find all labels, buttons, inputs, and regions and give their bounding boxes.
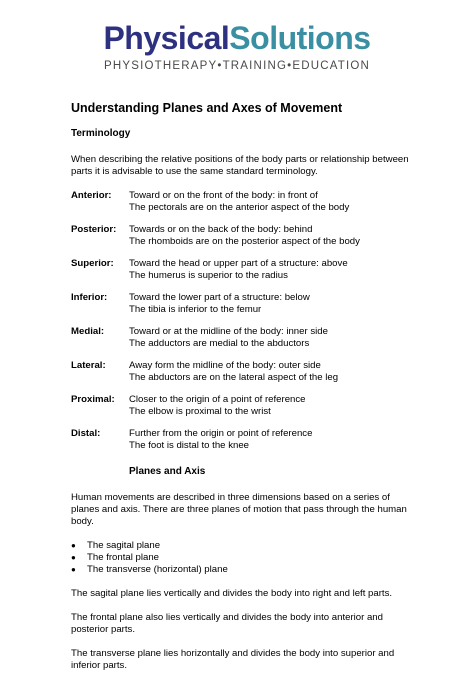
term-definition: Toward or at the midline of the body: inner side bbox=[129, 326, 328, 337]
term-name: Inferior: bbox=[71, 292, 108, 303]
term-example: The tibia is inferior to the femur bbox=[129, 304, 262, 315]
term-definition: Toward or on the front of the body: in front of bbox=[129, 190, 318, 201]
term-body bbox=[129, 292, 411, 316]
list-item-text: The frontal plane bbox=[87, 552, 159, 563]
list-item bbox=[71, 564, 411, 576]
term-row bbox=[71, 292, 411, 316]
logo-brand-part2: Solutions bbox=[229, 20, 371, 56]
term-body bbox=[129, 326, 411, 350]
term-body bbox=[129, 258, 411, 282]
planes-list bbox=[71, 540, 411, 576]
term-body bbox=[129, 394, 411, 418]
term-definition: Closer to the origin of a point of reference bbox=[129, 394, 306, 405]
logo-wordmark bbox=[0, 20, 474, 56]
term-body bbox=[129, 428, 411, 452]
list-item-text: The transverse (horizontal) plane bbox=[87, 564, 228, 575]
term-definition: Further from the origin or point of reference bbox=[129, 428, 313, 439]
frontal-description: The frontal plane also lies vertically and divides the body into anterior and posterior parts. bbox=[71, 612, 383, 635]
term-example: The elbow is proximal to the wrist bbox=[129, 406, 271, 417]
term-name: Proximal: bbox=[71, 394, 115, 405]
term-name: Medial: bbox=[71, 326, 105, 337]
term-example: The adductors are medial to the abductors bbox=[129, 338, 310, 349]
term-row bbox=[71, 258, 411, 282]
bullet-icon: ● bbox=[71, 553, 76, 562]
term-example: The abductors are on the lateral aspect of the leg bbox=[129, 372, 339, 383]
list-item-text: The sagital plane bbox=[87, 540, 161, 551]
document-body bbox=[71, 102, 411, 684]
logo-brand-part1: Physical bbox=[103, 20, 230, 56]
terminology-heading: Terminology bbox=[71, 128, 131, 139]
term-name: Distal: bbox=[71, 428, 101, 439]
term-name: Superior: bbox=[71, 258, 114, 269]
term-row bbox=[71, 360, 411, 384]
term-example: The foot is distal to the knee bbox=[129, 440, 249, 451]
list-item bbox=[71, 540, 411, 552]
document-title: Understanding Planes and Axes of Movement bbox=[71, 101, 343, 115]
term-row bbox=[71, 190, 411, 214]
term-row bbox=[71, 394, 411, 418]
term-row bbox=[71, 326, 411, 350]
planes-intro: Human movements are described in three dimensions based on a series of planes and axis. There are three planes of motion that pass through the human body. bbox=[71, 492, 407, 527]
term-body bbox=[129, 190, 411, 214]
logo-tagline: PHYSIOTHERAPY•TRAINING•EDUCATION bbox=[103, 60, 371, 72]
term-name: Posterior: bbox=[71, 224, 117, 235]
term-body bbox=[129, 224, 411, 248]
sagital-description: The sagital plane lies vertically and divides the body into right and left parts. bbox=[71, 588, 393, 599]
term-example: The pectorals are on the anterior aspect of the body bbox=[129, 202, 350, 213]
term-row bbox=[71, 428, 411, 452]
list-item bbox=[71, 552, 411, 564]
term-definition: Toward the lower part of a structure: below bbox=[129, 292, 310, 303]
term-name: Anterior: bbox=[71, 190, 112, 201]
company-logo bbox=[0, 20, 474, 72]
term-row bbox=[71, 224, 411, 248]
bullet-icon: ● bbox=[71, 565, 76, 574]
transverse-description: The transverse plane lies horizontally and divides the body into superior and inferior parts. bbox=[71, 648, 395, 671]
term-definition: Toward the head or upper part of a structure: above bbox=[129, 258, 348, 269]
term-example: The humerus is superior to the radius bbox=[129, 270, 288, 281]
terminology-intro: When describing the relative positions of the body parts or relationship between parts it is advisable to use the same standard terminology. bbox=[71, 154, 409, 177]
term-body bbox=[129, 360, 411, 384]
term-definition: Away form the midline of the body: outer side bbox=[129, 360, 321, 371]
bullet-icon: ● bbox=[71, 541, 76, 550]
term-example: The rhomboids are on the posterior aspect of the body bbox=[129, 236, 360, 247]
planes-heading: Planes and Axis bbox=[129, 466, 206, 477]
terms-list bbox=[71, 190, 411, 452]
term-definition: Towards or on the back of the body: behind bbox=[129, 224, 313, 235]
term-name: Lateral: bbox=[71, 360, 106, 371]
